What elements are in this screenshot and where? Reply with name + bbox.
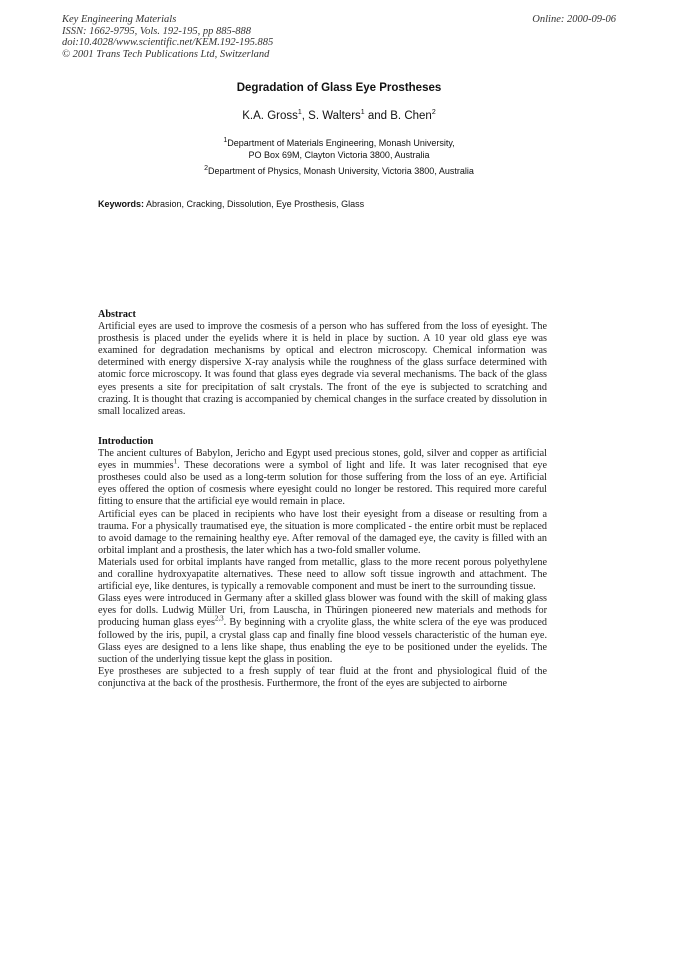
intro-paragraph-3: Materials used for orbital implants have ranged from metallic, glass to the more recent porous polyethylene and coralline hydroxyapatite alternatives. These need to allow soft tissue ingrowth and attachment. The artificial eye, like dentures, is typically a removable component and must be inert to the surrounding tissue. — [98, 556, 547, 593]
author-2: S. Walters — [308, 110, 361, 122]
introduction-heading: Introduction — [98, 436, 154, 447]
author-3: B. Chen — [390, 110, 432, 122]
intro-paragraph-2: Artificial eyes can be placed in recipients who have lost their eyesight from a disease or resulting from a trauma. For a physically traumatised eye, the situation is more complicated - the entire orbit must be replaced to avoid damage to the remaining healthy eye. After removal of the damaged eye, the cavity is filled with an orbital implant and a prosthesis, the later which has a two-fold smaller volume. — [98, 508, 547, 556]
author-separator: , — [301, 110, 309, 122]
keywords-label: Keywords: — [98, 199, 145, 209]
intro-paragraph-4: Glass eyes were introduced in Germany after a skilled glass blower was found with the skill of making glass eyes for dolls. Ludwig Müller Uri, from Lauscha, in Thüringen pioneered new materials and methods for producing human glass eyes$^{2,3}$. By beginning with a cryolite glass, the white sclera of the eye was produced followed by the iris, pupil, a crystal glass cap and finally fine blood vessels characteristic of the human eye. Glass eyes are designed to a lens like shape, thus enabling the eye to be positioned under the eyelids. The suction of the underlying tissue kept the glass in position. — [98, 593, 547, 665]
introduction-section — [98, 436, 547, 690]
keywords-text: Abrasion, Cracking, Dissolution, Eye Prosthesis, Glass — [144, 199, 365, 209]
issn-line: ISSN: 1662-9795, Vols. 192-195, pp 885-888 — [62, 25, 251, 37]
author-2-affil-mark: 1 — [360, 109, 365, 117]
author-1-affil-mark: 1 — [297, 109, 302, 117]
author-separator: and — [364, 110, 391, 122]
intro-paragraph-1: The ancient cultures of Babylon, Jericho and Egypt used precious stones, gold, silver and copper as artificial eyes in mummies$^1$. These decorations were a symbol of light and life. It was later recognised that eye prostheses could also be used as a long-term solution for those suffering from the loss of an eye. Artificial eyes offered the option of cosmesis where eyesight could no longer be restored. This required more careful fitting to ensure that the artificial eye would remain in place. — [98, 448, 547, 508]
affiliation-mark: 2 — [204, 165, 209, 172]
online-date: Online: 2000-09-06 — [532, 14, 616, 25]
abstract-section — [98, 309, 547, 418]
journal-name: Key Engineering Materials — [62, 14, 177, 25]
author-list — [0, 110, 678, 122]
journal-header — [62, 14, 273, 60]
abstract-text: Artificial eyes are used to improve the cosmesis of a person who has suffered from the loss of eyesight. The prosthesis is placed under the eyelids where it is held in place by suction. A 10 year old glass eye was examined for degradation mechanisms by optical and electron microscopy. Chemical information was determined with energy dispersive X-ray analysis while the roughness of the glass surface determined with atomic force microscopy. It was found that glass eyes degrade via several mechanisms. The back of the glass eyes presents a site for precipitation of salt crystals. The front of the eye is subjected to scratching and crazing. It is thought that crazing is accompanied by chemical changes in the surface created by dissolution in small localized areas. — [98, 321, 547, 417]
citation-mark: 2,3 — [214, 615, 224, 624]
affiliation-text: Department of Physics, Monash University, Victoria 3800, Australia — [208, 166, 474, 176]
paper-title: Degradation of Glass Eye Prostheses — [236, 82, 442, 94]
author-1: K.A. Gross — [242, 110, 298, 122]
keywords — [98, 199, 364, 209]
affiliation-2 — [0, 165, 678, 177]
intro-paragraph-5: Eye prostheses are subjected to a fresh supply of tear fluid at the front and physiological fluid of the conjunctiva at the back of the prosthesis. Furthermore, the front of the eyes are subjected to airborne — [98, 665, 547, 689]
abstract-heading: Abstract — [98, 309, 136, 320]
copyright-line: © 2001 Trans Tech Publications Ltd, Switzerland — [62, 48, 270, 60]
affiliation-address: PO Box 69M, Clayton Victoria 3800, Australia — [248, 150, 430, 160]
doi-line: doi:10.4028/www.scientific.net/KEM.192-195.885 — [62, 37, 274, 48]
affiliation-1 — [0, 137, 678, 161]
citation-mark: 1 — [173, 457, 178, 466]
affiliation-mark: 1 — [223, 137, 228, 144]
author-3-affil-mark: 2 — [431, 109, 436, 117]
affiliation-text: Department of Materials Engineering, Monash University, — [227, 138, 455, 148]
